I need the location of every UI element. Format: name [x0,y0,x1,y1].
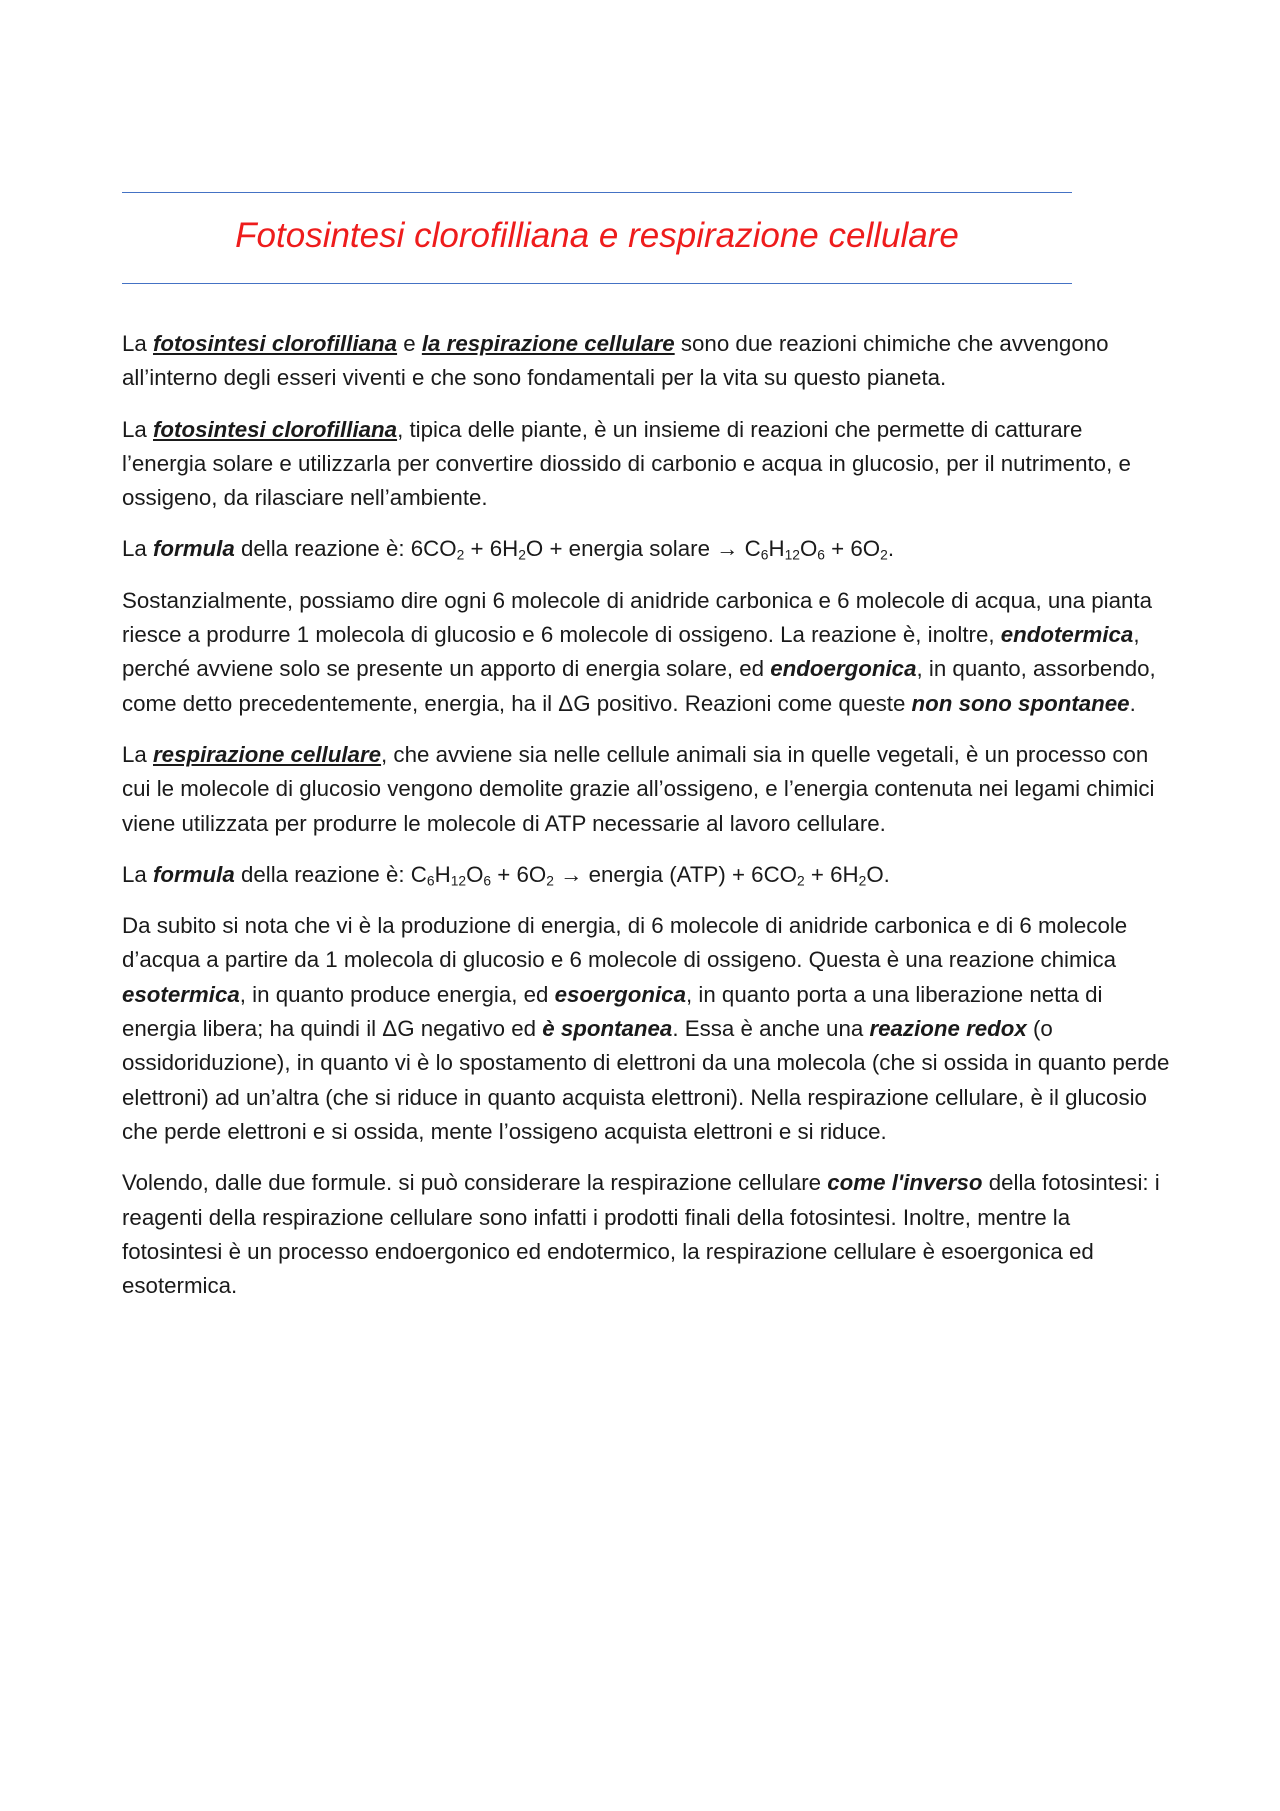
emphasis-keyword: come l'inverso [827,1170,983,1196]
paragraph [122,738,1172,841]
text-run: La [122,741,153,767]
text-run: + 6H [464,536,519,562]
text-run: (o ossidoriduzione), in quanto vi è lo spostamento di elettroni da una molecola (che si ossida in quanto perde elettroni) ad un’altra (che si riduce in quanto acquista elettroni). Nella respirazione cellulare, è il glucosio che perde elettroni e si ossida, mente l’ossigeno acquista elettroni e si riduce. [122,1016,1170,1144]
text-run: → energia (ATP) + 6CO [553,861,798,887]
subscript: 6 [483,872,492,889]
subscript: 2 [880,546,888,563]
subscript: 6 [760,546,769,563]
emphasis-keyword: non sono spontanee [911,690,1130,716]
subscript: 6 [426,872,435,889]
paragraph [122,858,1172,892]
text-run: sono due reazioni chimiche che avvengono all’interno degli esseri viventi e che sono fondamentali per la vita su questo pianeta. [122,331,1109,391]
text-run: + 6H [804,861,859,887]
text-run: della fotosintesi: i reagenti della respirazione cellulare sono infatti i prodotti finali della fotosintesi. Inoltre, mentre la fotosintesi è un processo endoergonico ed endotermico, la respirazione cellulare è esoergonica ed esotermica. [122,1170,1160,1299]
title-rule-top [122,192,1072,193]
subscript: 12 [450,872,467,889]
subscript: 12 [784,546,800,563]
text-run: Volendo, dalle due formule. si può considerare la respirazione cellulare [122,1170,828,1196]
text-run: O. [866,861,890,887]
subscript: 2 [858,872,867,889]
text-run: Da subito si nota che vi è la produzione di energia, di 6 molecole di anidride carbonica e di 6 molecole d’acqua a partire da 1 molecola di glucosio e 6 molecole di ossigeno. Questa è una reazione chimica [122,913,1128,973]
paragraph [122,327,1172,396]
text-run: . [1129,690,1136,716]
text-run: e [397,331,422,356]
emphasis-keyword: formula [153,536,235,562]
text-run: La [122,536,153,562]
text-run: La [122,416,153,442]
text-run: H [434,861,451,887]
emphasis-term: la respirazione cellulare [421,331,675,356]
subscript: 2 [456,546,465,563]
text-run: O + energia solare → C [525,536,761,562]
emphasis-term: fotosintesi clorofilliana [153,331,398,356]
emphasis-keyword: formula [153,861,235,887]
emphasis-keyword: endoergonica [770,656,917,682]
text-run: , che avviene sia nelle cellule animali sia in quelle vegetali, è un processo con cui le molecole di glucosio vengono demolite grazie all’ossigeno, e l’energia contenuta nei legami chimici viene utilizzata per produrre le molecole di ATP necessarie al lavoro cellulare. [122,741,1155,836]
paragraph [122,413,1172,516]
subscript: 6 [817,546,825,563]
text-run: della reazione è: C [234,861,427,887]
text-run: , in quanto porta a una liberazione netta di energia libera; ha quindi il ΔG negativo ed [122,981,1103,1042]
emphasis-term: fotosintesi clorofilliana [153,416,398,442]
emphasis-keyword: esoergonica [554,981,686,1007]
document-title: Fotosintesi clorofilliana e respirazione cellulare [235,216,959,255]
emphasis-term: respirazione cellulare [153,741,382,767]
emphasis-keyword: reazione redox [869,1016,1027,1042]
paragraph [122,532,1172,566]
document-body [122,327,1172,1320]
paragraph [122,909,1172,1149]
text-run: La [122,331,153,356]
emphasis-keyword: endotermica [1000,622,1134,648]
text-run: H [768,536,785,562]
text-run: La [122,861,153,887]
text-run: + 6O [824,536,881,562]
text-run: Sostanzialmente, possiamo dire ogni 6 molecole di anidride carbonica e 6 molecole di acqua, una pianta riesce a produrre 1 molecola di glucosio e 6 molecole di ossigeno. La reazione è, inoltre, [122,587,1153,648]
subscript: 2 [546,872,554,889]
subscript: 2 [518,546,526,563]
text-run: , perché avviene solo se presente un apporto di energia solare, ed [122,622,1140,682]
emphasis-keyword: è spontanea [542,1016,673,1042]
text-run: , tipica delle piante, è un insieme di reazioni che permette di catturare l’energia solare e utilizzarla per convertire diossido di carbonio e acqua in glucosio, per il nutrimento, e ossigeno, da rilasciare nell’ambiente. [122,416,1131,511]
text-run: + 6O [491,861,547,887]
text-run: . Essa è anche una [672,1016,870,1042]
text-run: , in quanto produce energia, ed [239,981,555,1007]
title-rule-bottom [122,283,1072,284]
text-run: , in quanto, assorbendo, come detto precedentemente, energia, ha il ΔG positivo. Reazioni come queste [122,656,1156,716]
paragraph [122,1166,1172,1303]
text-run: O [799,536,818,562]
text-run: . [887,536,895,562]
paragraph [122,584,1172,721]
subscript: 2 [797,872,805,889]
text-run: O [466,861,484,887]
emphasis-keyword: esotermica [122,981,240,1007]
text-run: della reazione è: 6CO [234,536,457,562]
